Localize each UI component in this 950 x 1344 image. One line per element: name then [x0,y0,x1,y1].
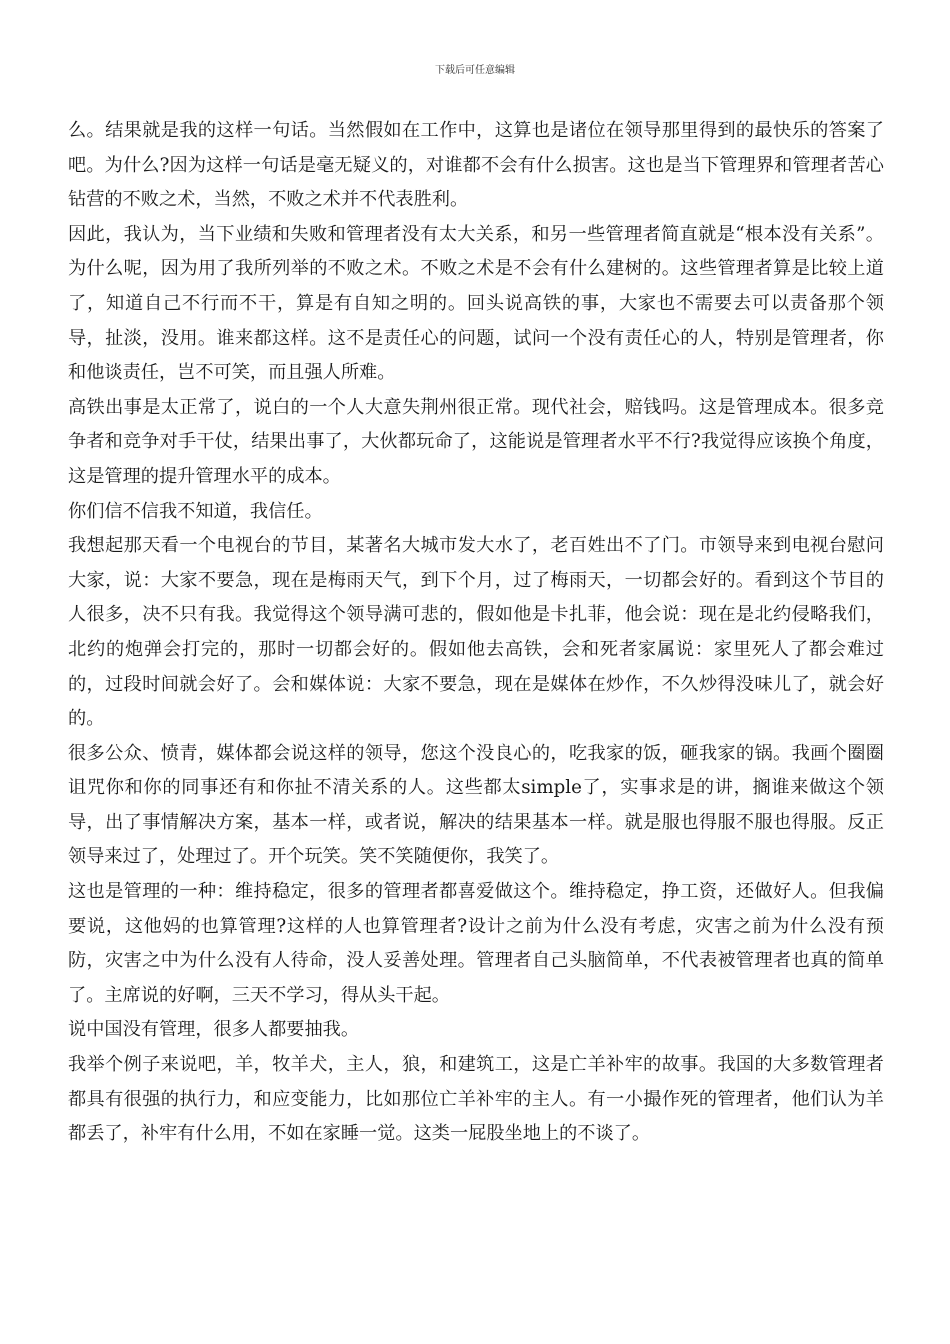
paragraph: 你们信不信我不知道，我信任。 [68,500,323,522]
paragraph: 高铁出事是太正常了，说白的一个人大意失荆州很正常。现代社会，赔钱吗。这是管理成本。很多竞争者和竞争对手干仗，结果出事了，大伙都玩命了，这能说是管理者水平不行?我觉得应该换个角度，这是管理的提升管理水平的成本。 [68,396,884,487]
paragraph: 说中国没有管理，很多人都要抽我。 [68,1019,360,1041]
paragraph: 么。结果就是我的这样一句话。当然假如在工作中，这算也是诸位在领导那里得到的最快乐的答案了吧。为什么?因为这样一句话是毫无疑义的，对谁都不会有什么损害。这也是当下管理界和管理者苦心钻营的不败之术，当然，不败之术并不代表胜利。 [68,120,884,211]
paragraph: 很多公众、愤青，媒体都会说这样的领导，您这个没良心的，吃我家的饭，砸我家的锅。我画个圈圈诅咒你和你的同事还有和你扯不清关系的人。这些都太simple了，实事求是的讲，搁谁来做这个领导，出了事情解决方案，基本一样，或者说，解决的结果基本一样。就是服也得服不服也得服。反正领导来过了，处理过了。开个玩笑。笑不笑随便你，我笑了。 [68,742,884,868]
paragraph: 我想起那天看一个电视台的节目，某著名大城市发大水了，老百姓出不了门。市领导来到电视台慰问大家，说：大家不要急，现在是梅雨天气，到下个月，过了梅雨天，一切都会好的。看到这个节目的人很多，决不只有我。我觉得这个领导满可悲的，假如他是卡扎菲，他会说：现在是北约侵略我们，北约的炮弹会打完的，那时一切都会好的。假如他去高铁，会和死者家属说：家里死人了都会难过的，过段时间就会好了。会和媒体说：大家不要急，现在是媒体在炒作，不久炒得没味儿了，就会好的。 [68,535,884,730]
body-text [68,114,884,1152]
paragraph: 因此，我认为，当下业绩和失败和管理者没有太大关系，和另一些管理者简直就是“根本没有关系”。为什么呢，因为用了我所列举的不败之术。不败之术是不会有什么建树的。这些管理者算是比较上道了，知道自己不行而不干，算是有自知之明的。回头说高铁的事，大家也不需要去可以责备那个领导，扯淡，没用。谁来都这样。这不是责任心的问题，试问一个没有责任心的人，特别是管理者，你和他谈责任，岂不可笑，而且强人所难。 [68,223,884,384]
paragraph: 我举个例子来说吧，羊，牧羊犬，主人，狼，和建筑工，这是亡羊补牢的故事。我国的大多数管理者都具有很强的执行力，和应变能力，比如那位亡羊补牢的主人。有一小撮作死的管理者，他们认为羊都丢了，补牢有什么用，不如在家睡一觉。这类一屁股坐地上的不谈了。 [68,1054,884,1145]
paragraph: 这也是管理的一种：维持稳定，很多的管理者都喜爱做这个。维持稳定，挣工资，还做好人。但我偏要说，这他妈的也算管理?这样的人也算管理者?设计之前为什么没有考虑，灾害之前为什么没有预防，灾害之中为什么没有人待命，没人妥善处理。管理者自己头脑简单，不代表被管理者也真的简单了。主席说的好啊，三天不学习，得从头干起。 [68,881,884,1006]
page-header: 下载后可任意编辑 [435,65,515,76]
